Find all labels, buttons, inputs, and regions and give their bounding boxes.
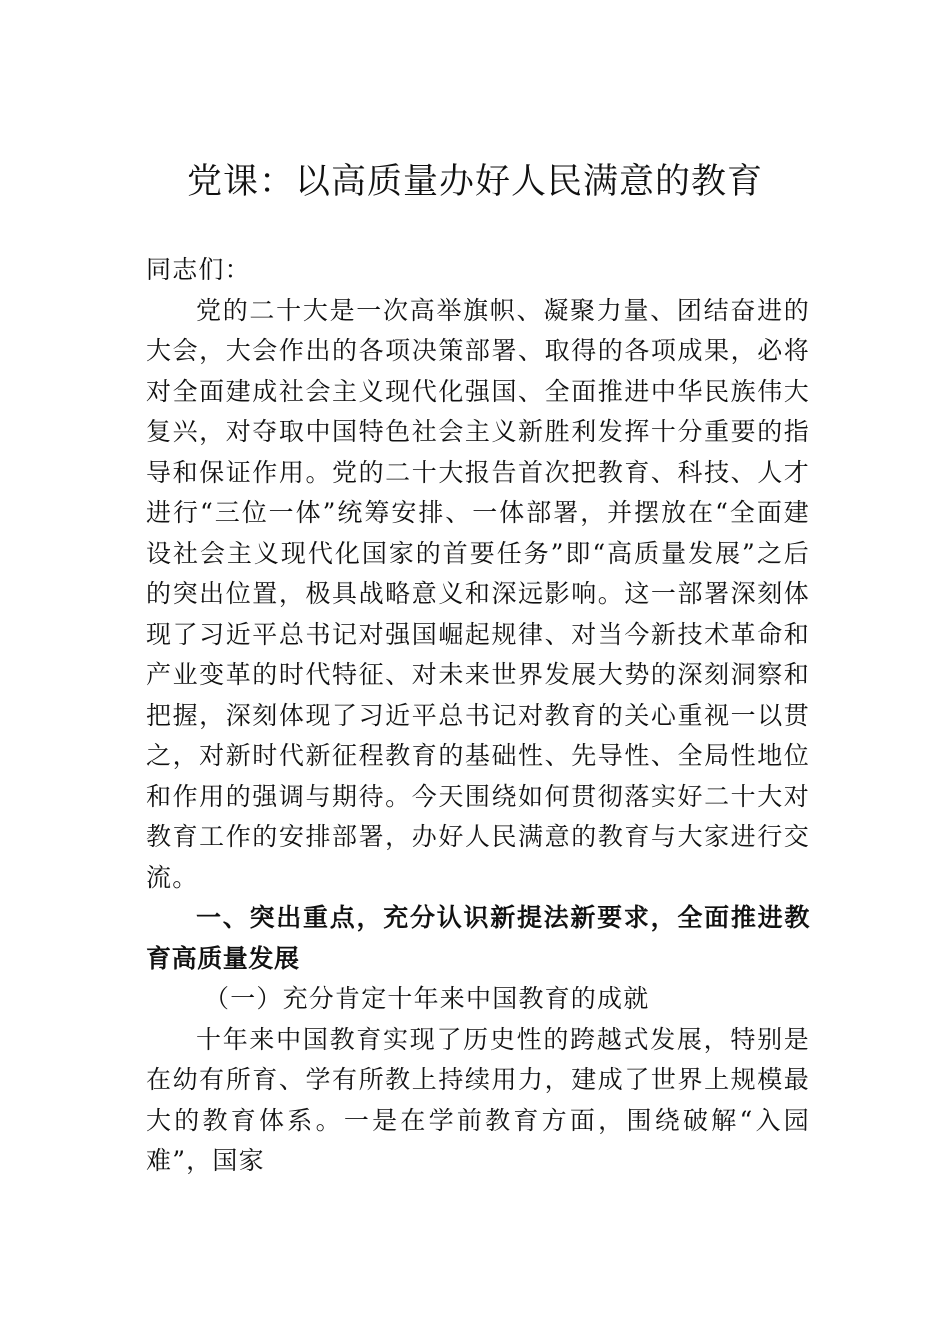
salutation: 同志们： xyxy=(146,255,251,284)
document-title: 党课：以高质量办好人民满意的教育 xyxy=(186,162,763,202)
closing-paragraph: 十年来中国教育实现了历史性的跨越式发展，特别是在幼有所育、学有所教上持续用力，建成了世界上规模最大的教育体系。一是在学前教育方面，围绕破解“入园难”，国家 xyxy=(146,1024,810,1175)
document-body xyxy=(146,250,810,1182)
intro-paragraph: 党的二十大是一次高举旗帜、凝聚力量、团结奋进的大会，大会作出的各项决策部署、取得的各项成果，必将对全面建成社会主义现代化强国、全面推进中华民族伟大复兴，对夺取中国特色社会主义新胜利发挥十分重要的指导和保证作用。党的二十大报告首次把教育、科技、人才进行“三位一体”统筹安排、一体部署，并摆放在“全面建设社会主义现代化国家的首要任务”即“高质量发展”之后的突出位置，极具战略意义和深远影响。这一部署深刻体现了习近平总书记对强国崛起规律、对当今新技术革命和产业变革的时代特征、对未来世界发展大势的深刻洞察和把握，深刻体现了习近平总书记对教育的关心重视一以贯之，对新时代新征程教育的基础性、先导性、全局性地位和作用的强调与期待。今天围绕如何贯彻落实好二十大对教育工作的安排部署，办好人民满意的教育与大家进行交流。 xyxy=(146,295,810,892)
section-heading: 一、突出重点，充分认识新提法新要求，全面推进教育高质量发展 xyxy=(146,903,810,973)
subsection-heading: （一）充分肯定十年来中国教育的成就 xyxy=(204,984,650,1013)
